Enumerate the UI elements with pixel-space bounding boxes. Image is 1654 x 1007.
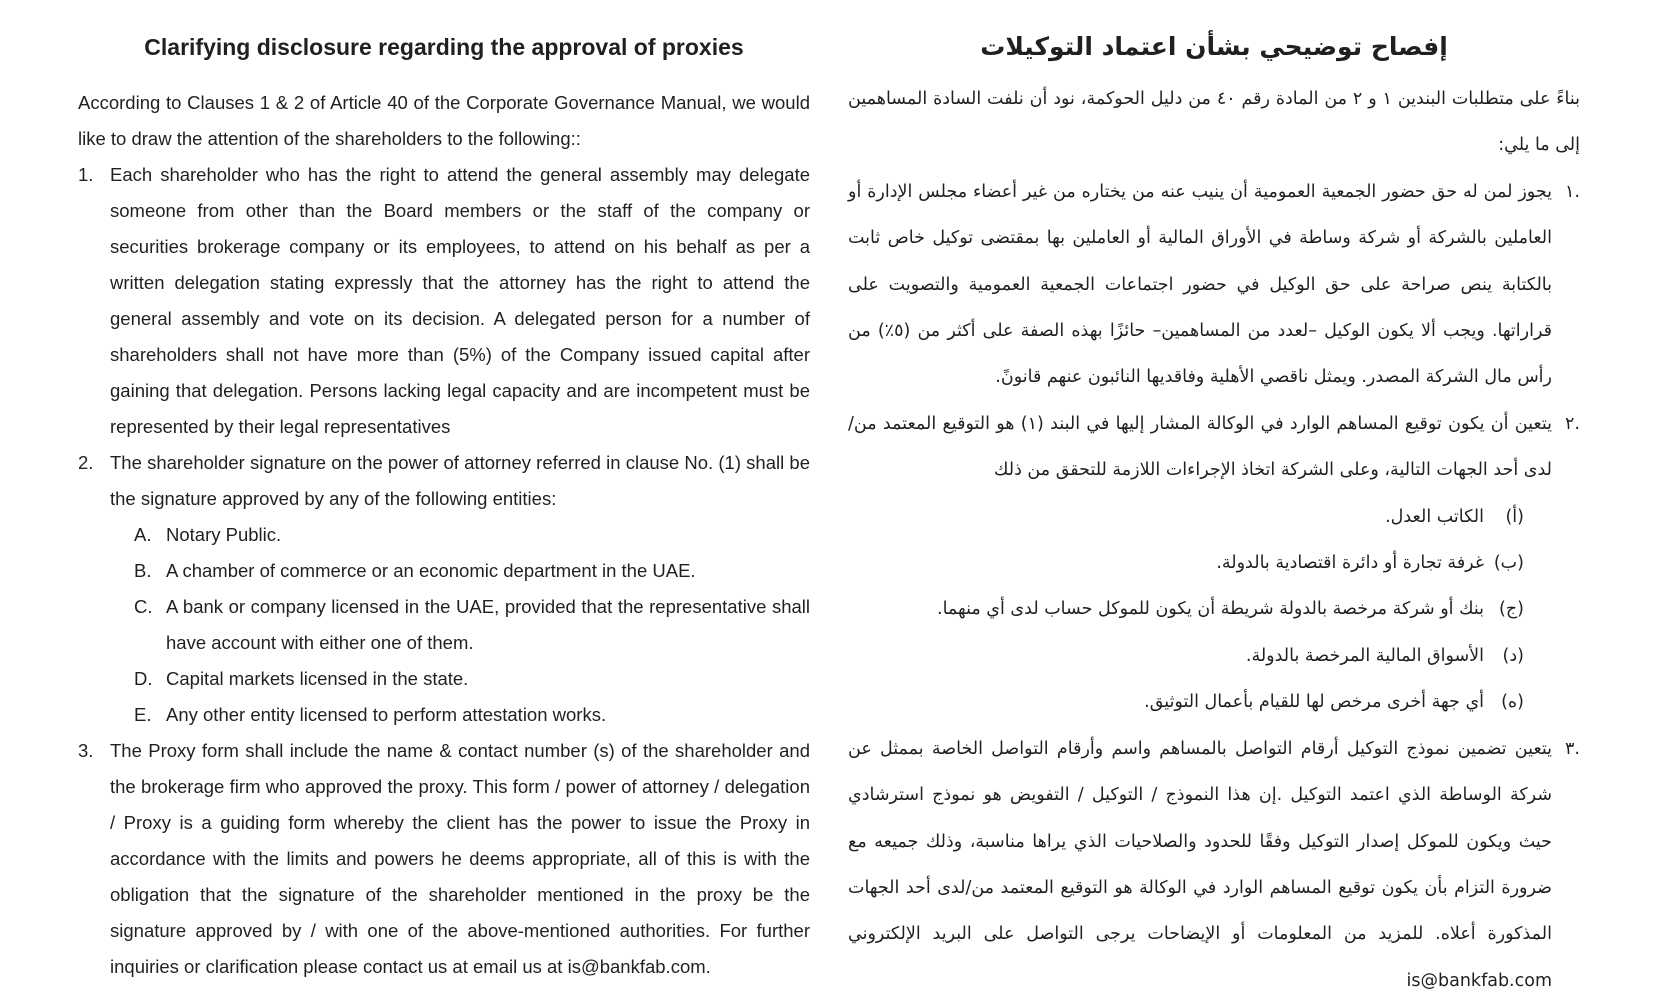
clause-text: يجوز لمن له حق حضور الجمعية العمومية أن ينيب عنه من يختاره من غير أعضاء مجلس الإدارة أو العاملين بالشركة أو شركة وساطة في الأوراق المالية أو العاملين بها بمقتضى توكيل خاص ثابت بالكتابة ينص صراحة على حق الوكيل في حضور اجتماعات الجمعية العمومية والتصويت على قراراتها. ويجب ألا يكون الوكيل –لعدد من المساهمين– حائزًا بهذه الصفة على أكثر من (٥٪) من رأس مال الشركة المصدر. ويمثل ناقصي الأهلية وفاقديها النائبون عنهم قانونً.: [848, 181, 1552, 388]
arabic-clause-list: [848, 169, 1580, 1004]
entity-letter: B.: [134, 560, 152, 581]
arabic-title: إفصاح توضيحي بشأن اعتماد التوكيلات: [980, 32, 1448, 61]
english-entity-list: [110, 517, 810, 733]
english-column: [78, 30, 810, 985]
clause-text: Each shareholder who has the right to attend the general assembly may delegate someone from other than the Board members or the staff of the company or securities brokerage company or its employees, to attend on his behalf as per a written delegation stating expressly that the attorney has the right to attend the general assembly and vote on its decision. A delegated person for a number of shareholders shall not have more than (5%) of the Company issued capital after gaining that delegation. Persons lacking legal capacity and are incompetent must be represented by their legal representatives: [110, 164, 810, 437]
entity-text: A bank or company licensed in the UAE, provided that the representative shall have account with either one of them.: [166, 596, 810, 653]
entity-letter: (ه): [1501, 692, 1524, 713]
entity-letter: (ب): [1493, 553, 1524, 574]
entity-letter: E.: [134, 704, 152, 725]
entity-letter: (د): [1502, 645, 1524, 666]
english-clause-3: [78, 733, 810, 985]
clause-text: The shareholder signature on the power of attorney referred in clause No. (1) shall be the signature approved by any of the following entities:: [110, 452, 810, 509]
entity-text: الأسواق المالية المرخصة بالدولة.: [1245, 645, 1484, 666]
clause-number: .٢: [1565, 413, 1580, 434]
clause-number: 2.: [78, 452, 94, 473]
english-entity-e: [110, 697, 810, 733]
arabic-entity-list: [848, 494, 1552, 726]
entity-letter: D.: [134, 668, 153, 689]
entity-text: Notary Public.: [166, 524, 282, 545]
english-title: Clarifying disclosure regarding the approval of proxies: [144, 34, 744, 60]
english-entity-a: [110, 517, 810, 553]
entity-text: الكاتب العدل.: [1385, 506, 1484, 527]
english-clause-list: [78, 157, 810, 985]
entity-text: Any other entity licensed to perform attestation works.: [166, 704, 607, 725]
english-intro: According to Clauses 1 & 2 of Article 40 of the Corporate Governance Manual, we would like to draw the attention of the shareholders to the following::: [78, 92, 810, 149]
english-clause-1: [78, 157, 810, 445]
arabic-entity-b: [848, 540, 1552, 586]
arabic-clause-1: [848, 169, 1580, 401]
entity-text: A chamber of commerce or an economic department in the UAE.: [166, 560, 696, 581]
clause-text: يتعين أن يكون توقيع المساهم الوارد في الوكالة المشار إليها في البند (١) هو التوقيع المعتمد من/لدى أحد الجهات التالية، وعلى الشركة اتخاذ الإجراءات اللازمة للتحقق من ذلك: [848, 413, 1552, 481]
entity-text: أي جهة أخرى مرخص لها للقيام بأعمال التوثيق.: [1144, 692, 1484, 713]
entity-text: بنك أو شركة مرخصة بالدولة شريطة أن يكون للموكل حساب لدى أي منهما.: [937, 599, 1484, 620]
entity-letter: (ج): [1499, 599, 1524, 620]
entity-letter: C.: [134, 596, 153, 617]
entity-letter: A.: [134, 524, 152, 545]
arabic-clause-2: [848, 401, 1580, 726]
entity-text: Capital markets licensed in the state.: [166, 668, 469, 689]
entity-letter: (أ): [1505, 506, 1524, 527]
english-entity-b: [110, 553, 810, 589]
clause-number: .١: [1565, 181, 1580, 202]
arabic-intro: بناءً على متطلبات البندين ١ و ٢ من المادة رقم ٤٠ من دليل الحوكمة، نود أن نلفت السادة المساهمين إلى ما يلي:: [848, 89, 1581, 156]
arabic-entity-c: [848, 586, 1552, 632]
clause-number: .٣: [1565, 738, 1580, 759]
clause-number: 3.: [78, 740, 94, 761]
clause-number: 1.: [78, 164, 94, 185]
english-clause-2: [78, 445, 810, 733]
clause-text: يتعين تضمين نموذج التوكيل أرقام التواصل بالمساهم واسم وأرقام التواصل الخاصة بممثل عن شركة الوساطة الذي اعتمد التوكيل .إن هذا النموذج / التوكيل / التفويض هو نموذج استرشادي حيث ويكون للموكل إصدار التوكيل وفقًا للحدود والصلاحيات الذي يراها مناسبة، وذلك جميعه مع ضرورة التزام بأن يكون توقيع المساهم الوارد في الوكالة هو التوقيع المعتمد من/لدى أحد الجهات المذكورة أعلاه. للمزيد من المعلومات أو الإيضاحات يرجى التواصل على البريد الإلكتروني is@bankfab.com: [848, 738, 1552, 991]
arabic-clause-3: [848, 726, 1580, 1004]
arabic-entity-d: [848, 633, 1552, 679]
arabic-column: [848, 30, 1580, 1004]
arabic-entity-a: [848, 494, 1552, 540]
arabic-entity-e: [848, 679, 1552, 725]
clause-text: The Proxy form shall include the name & contact number (s) of the shareholder and the brokerage firm who approved the proxy. This form / power of attorney / delegation / Proxy is a guiding form whereby the client has the power to issue the Proxy in accordance with the limits and powers he deems appropriate, all of this is with the obligation that the signature of the shareholder mentioned in the proxy be the signature approved by / with one of the above-mentioned authorities. For further inquiries or clarification please contact us at email us at is@bankfab.com.: [110, 740, 810, 977]
entity-text: غرفة تجارة أو دائرة اقتصادية بالدولة.: [1216, 553, 1484, 574]
english-entity-c: [110, 589, 810, 661]
english-entity-d: [110, 661, 810, 697]
